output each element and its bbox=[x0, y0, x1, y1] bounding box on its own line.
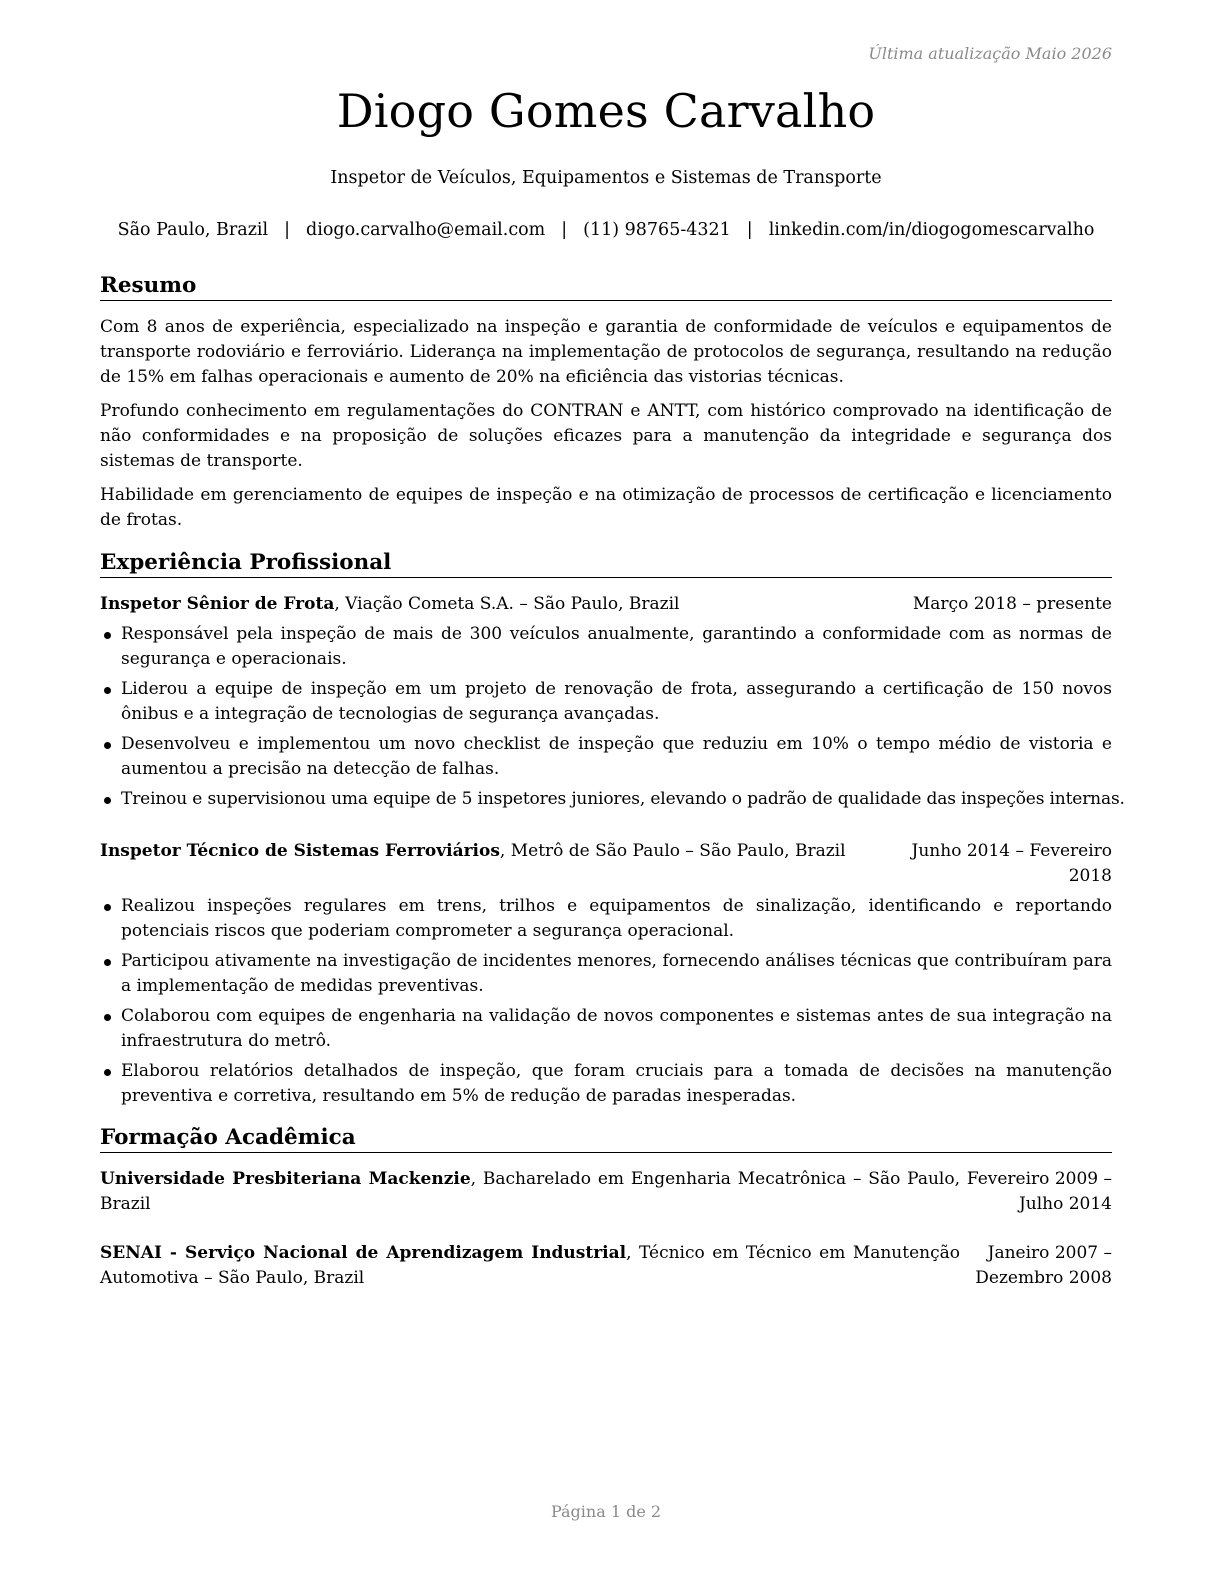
list-item: Liderou a equipe de inspeção em um projeto de renovação de frota, assegurando a certificação de 150 novos ônibus e a integração de tecnologias de segurança avançadas. bbox=[100, 677, 1112, 727]
list-item: Desenvolveu e implementou um novo checklist de inspeção que reduziu em 10% o tempo médio de vistoria e aumentou a precisão na detecção de falhas. bbox=[100, 732, 1112, 782]
bullet-icon bbox=[104, 1069, 111, 1076]
section-title-education: Formação Acadêmica bbox=[100, 1124, 1112, 1153]
list-item: Responsável pela inspeção de mais de 300 veículos anualmente, garantindo a conformidade com as normas de segurança e operacionais. bbox=[100, 622, 1112, 672]
bullet-icon bbox=[104, 1014, 111, 1021]
job-bullets bbox=[100, 894, 1112, 1114]
job-dates: Junho 2014 – Fevereiro 2018 bbox=[911, 841, 1112, 886]
summary-paragraph: Habilidade em gerenciamento de equipes de inspeção e na otimização de processos de certificação e licenciamento de frotas. bbox=[100, 485, 1112, 530]
resume-page bbox=[100, 0, 1125, 1584]
section-title-summary: Resumo bbox=[100, 272, 1112, 301]
bullet-icon bbox=[104, 742, 111, 749]
bullet-icon bbox=[104, 959, 111, 966]
job-role: Inspetor Técnico de Sistemas Ferroviários bbox=[100, 841, 500, 861]
bullet-icon bbox=[104, 797, 111, 804]
contact-line bbox=[60, 220, 1152, 240]
education-details: , Técnico em Técnico em Manutenção Automotiva – São Paulo, Brazil bbox=[100, 1243, 960, 1288]
education-institution: Universidade Presbiteriana Mackenzie bbox=[100, 1169, 471, 1189]
job-company: , Viação Cometa S.A. – São Paulo, Brazil bbox=[334, 594, 680, 614]
job-bullets bbox=[100, 622, 1125, 817]
summary-paragraph: Com 8 anos de experiência, especializado na inspeção e garantia de conformidade de veículos e equipamentos de transporte rodoviário e ferroviário. Liderança na implementação de protocolos de segurança, resultando na redução de 15% em falhas operacionais e aumento de 20% na eficiência das vistorias técnicas. bbox=[100, 317, 1112, 387]
location: São Paulo, Brazil bbox=[117, 220, 269, 240]
phone: (11) 98765-4321 bbox=[583, 220, 731, 240]
list-item: Treinou e supervisionou uma equipe de 5 inspetores juniores, elevando o padrão de qualidade das inspeções internas. bbox=[100, 787, 1112, 812]
last-updated: Última atualização Maio 2026 bbox=[868, 44, 1112, 63]
job-role: Inspetor Sênior de Frota bbox=[100, 594, 335, 614]
bullet-icon bbox=[104, 904, 111, 911]
bullet-icon bbox=[104, 632, 111, 639]
headline: Inspetor de Veículos, Equipamentos e Sistemas de Transporte bbox=[330, 168, 882, 188]
contact-separator: | bbox=[746, 220, 753, 240]
page-number: Página 1 de 2 bbox=[550, 1502, 662, 1521]
linkedin-link[interactable]: linkedin.com/in/diogogomescarvalho bbox=[768, 220, 1095, 240]
contact-separator: | bbox=[561, 220, 568, 240]
email-link[interactable]: diogo.carvalho@email.com bbox=[306, 220, 546, 240]
list-item: Participou ativamente na investigação de incidentes menores, fornecendo análises técnicas que contribuíram para a implementação de medidas preventivas. bbox=[100, 949, 1112, 999]
section-title-experience: Experiência Profissional bbox=[100, 549, 1112, 578]
job-dates: Março 2018 – presente bbox=[912, 594, 1112, 614]
bullet-icon bbox=[104, 687, 111, 694]
education-dates: Janeiro 2007 – Dezembro 2008 bbox=[975, 1243, 1112, 1288]
education-dates: Fevereiro 2009 – Julho 2014 bbox=[966, 1169, 1112, 1214]
candidate-name: Diogo Gomes Carvalho bbox=[336, 84, 876, 138]
summary-paragraph: Profundo conhecimento em regulamentações do CONTRAN e ANTT, com histórico comprovado na identificação de não conformidades e na proposição de soluções eficazes para a manutenção da integridade e segurança dos sistemas de transporte. bbox=[100, 401, 1112, 471]
job-company: , Metrô de São Paulo – São Paulo, Brazil bbox=[499, 841, 846, 861]
education-details: , Bacharelado em Engenharia Mecatrônica – São Paulo, Brazil bbox=[100, 1169, 960, 1214]
list-item: Elaborou relatórios detalhados de inspeção, que foram cruciais para a tomada de decisões na manutenção preventiva e corretiva, resultando em 5% de redução de paradas inesperadas. bbox=[100, 1059, 1112, 1109]
list-item: Realizou inspeções regulares em trens, trilhos e equipamentos de sinalização, identificando e reportando potenciais riscos que poderiam comprometer a segurança operacional. bbox=[100, 894, 1112, 944]
list-item: Colaborou com equipes de engenharia na validação de novos componentes e sistemas antes de sua integração na infraestrutura do metrô. bbox=[100, 1004, 1112, 1054]
education-institution: SENAI - Serviço Nacional de Aprendizagem Industrial bbox=[100, 1243, 627, 1263]
contact-separator: | bbox=[284, 220, 291, 240]
